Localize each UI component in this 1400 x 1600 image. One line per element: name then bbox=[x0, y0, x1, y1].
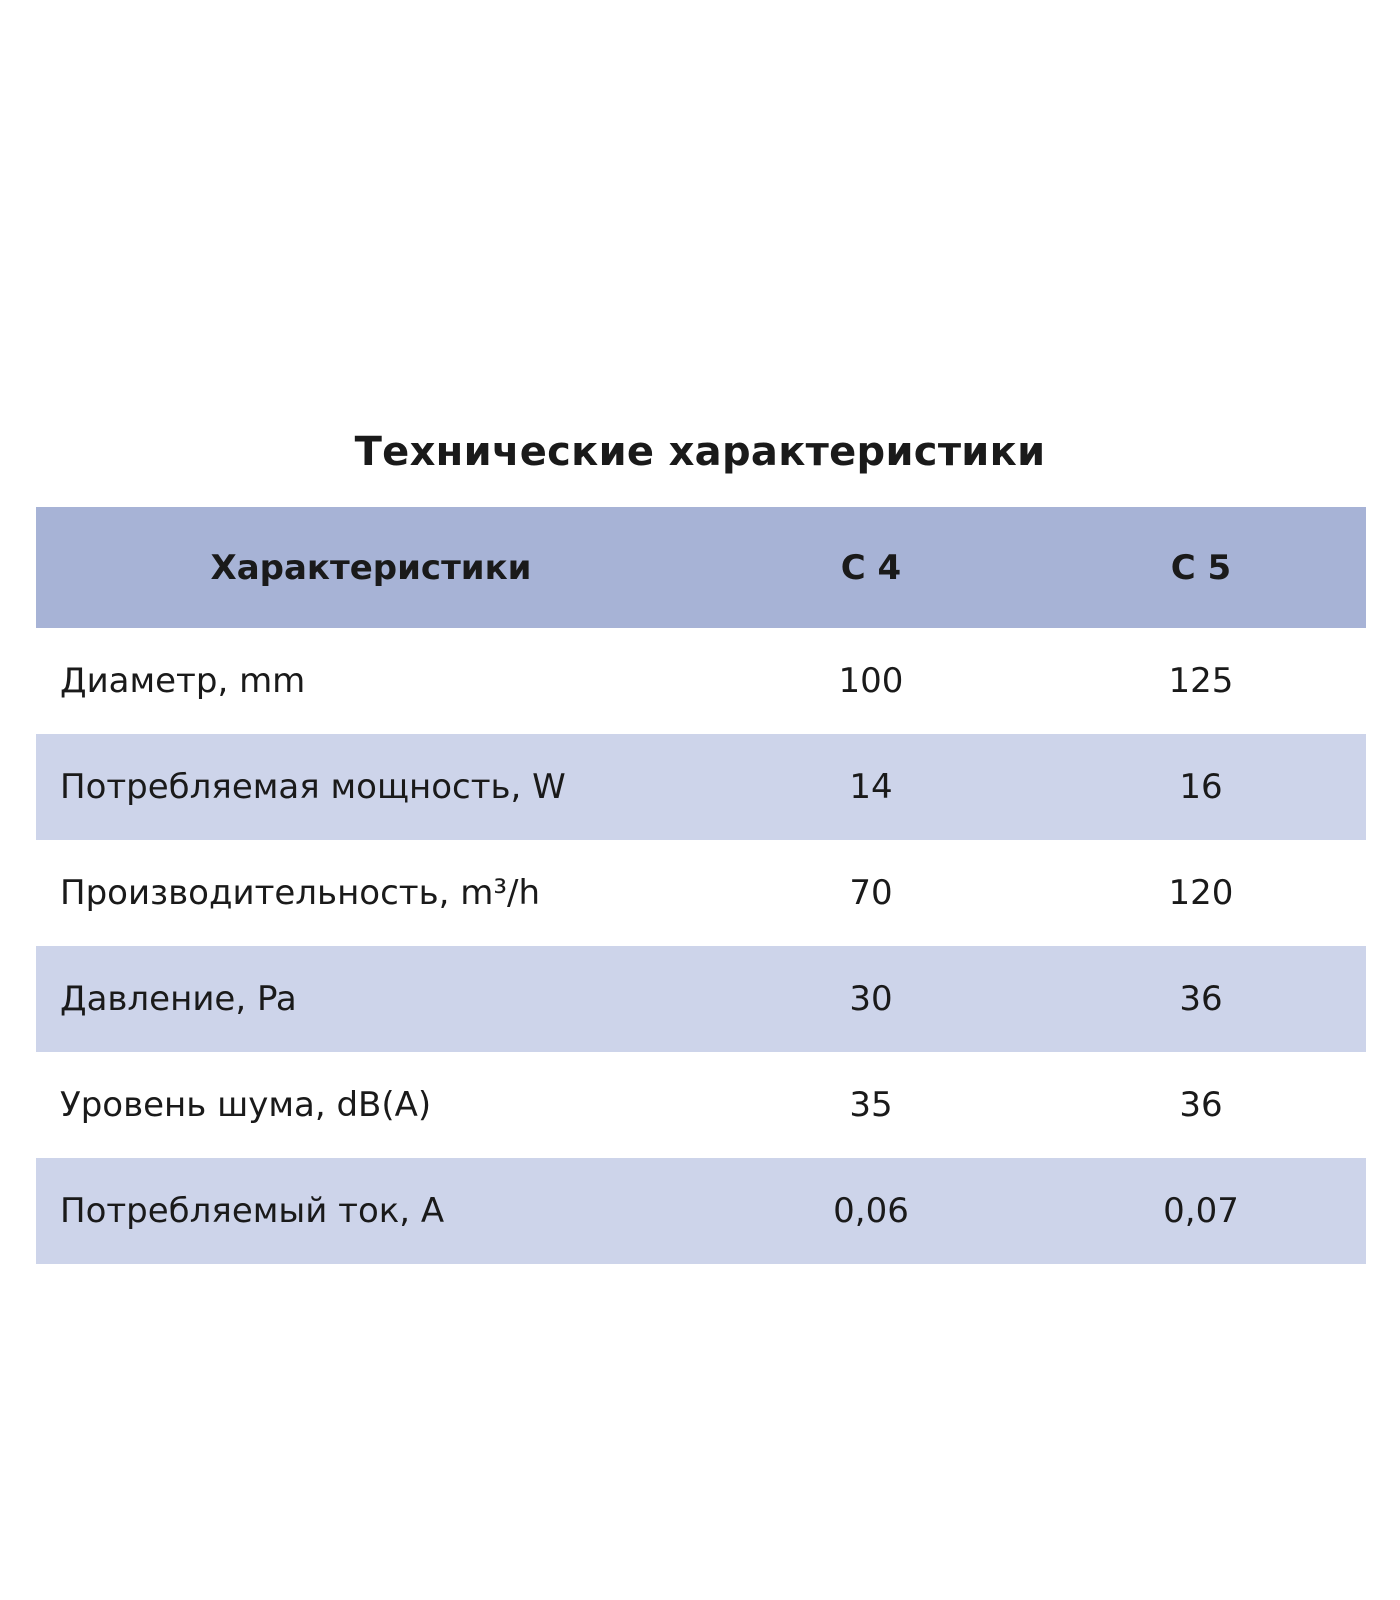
table-row bbox=[36, 946, 1366, 1052]
row-value-c5: 36 bbox=[1179, 1085, 1223, 1125]
row-value-c4: 70 bbox=[849, 873, 893, 913]
table-row bbox=[36, 734, 1366, 840]
table-row bbox=[36, 840, 1366, 946]
table-row bbox=[36, 628, 1366, 734]
spec-table bbox=[36, 507, 1366, 1264]
table-row bbox=[36, 1158, 1366, 1264]
row-value-c4: 30 bbox=[849, 979, 893, 1019]
row-value-c5: 120 bbox=[1168, 873, 1234, 913]
row-label: Диаметр, mm bbox=[60, 661, 306, 701]
header-c5: C 5 bbox=[1170, 547, 1232, 588]
row-value-c4: 14 bbox=[849, 767, 893, 807]
table-header-row bbox=[36, 507, 1366, 628]
header-c4: C 4 bbox=[840, 547, 902, 588]
row-label: Потребляемая мощность, W bbox=[60, 767, 566, 807]
row-value-c5: 16 bbox=[1179, 767, 1223, 807]
row-value-c5: 0,07 bbox=[1163, 1191, 1239, 1231]
page-title: Технические характеристики bbox=[354, 429, 1046, 475]
row-value-c5: 36 bbox=[1179, 979, 1223, 1019]
row-label: Производительность, m³/h bbox=[60, 873, 541, 913]
row-label: Уровень шума, dB(A) bbox=[60, 1085, 432, 1125]
row-label: Потребляемый ток, A bbox=[60, 1191, 445, 1231]
row-value-c4: 35 bbox=[849, 1085, 893, 1125]
row-label: Давление, Pa bbox=[60, 979, 297, 1019]
table-row bbox=[36, 1052, 1366, 1158]
header-characteristics: Характеристики bbox=[210, 547, 532, 588]
row-value-c4: 100 bbox=[838, 661, 904, 701]
row-value-c4: 0,06 bbox=[833, 1191, 909, 1231]
row-value-c5: 125 bbox=[1168, 661, 1234, 701]
